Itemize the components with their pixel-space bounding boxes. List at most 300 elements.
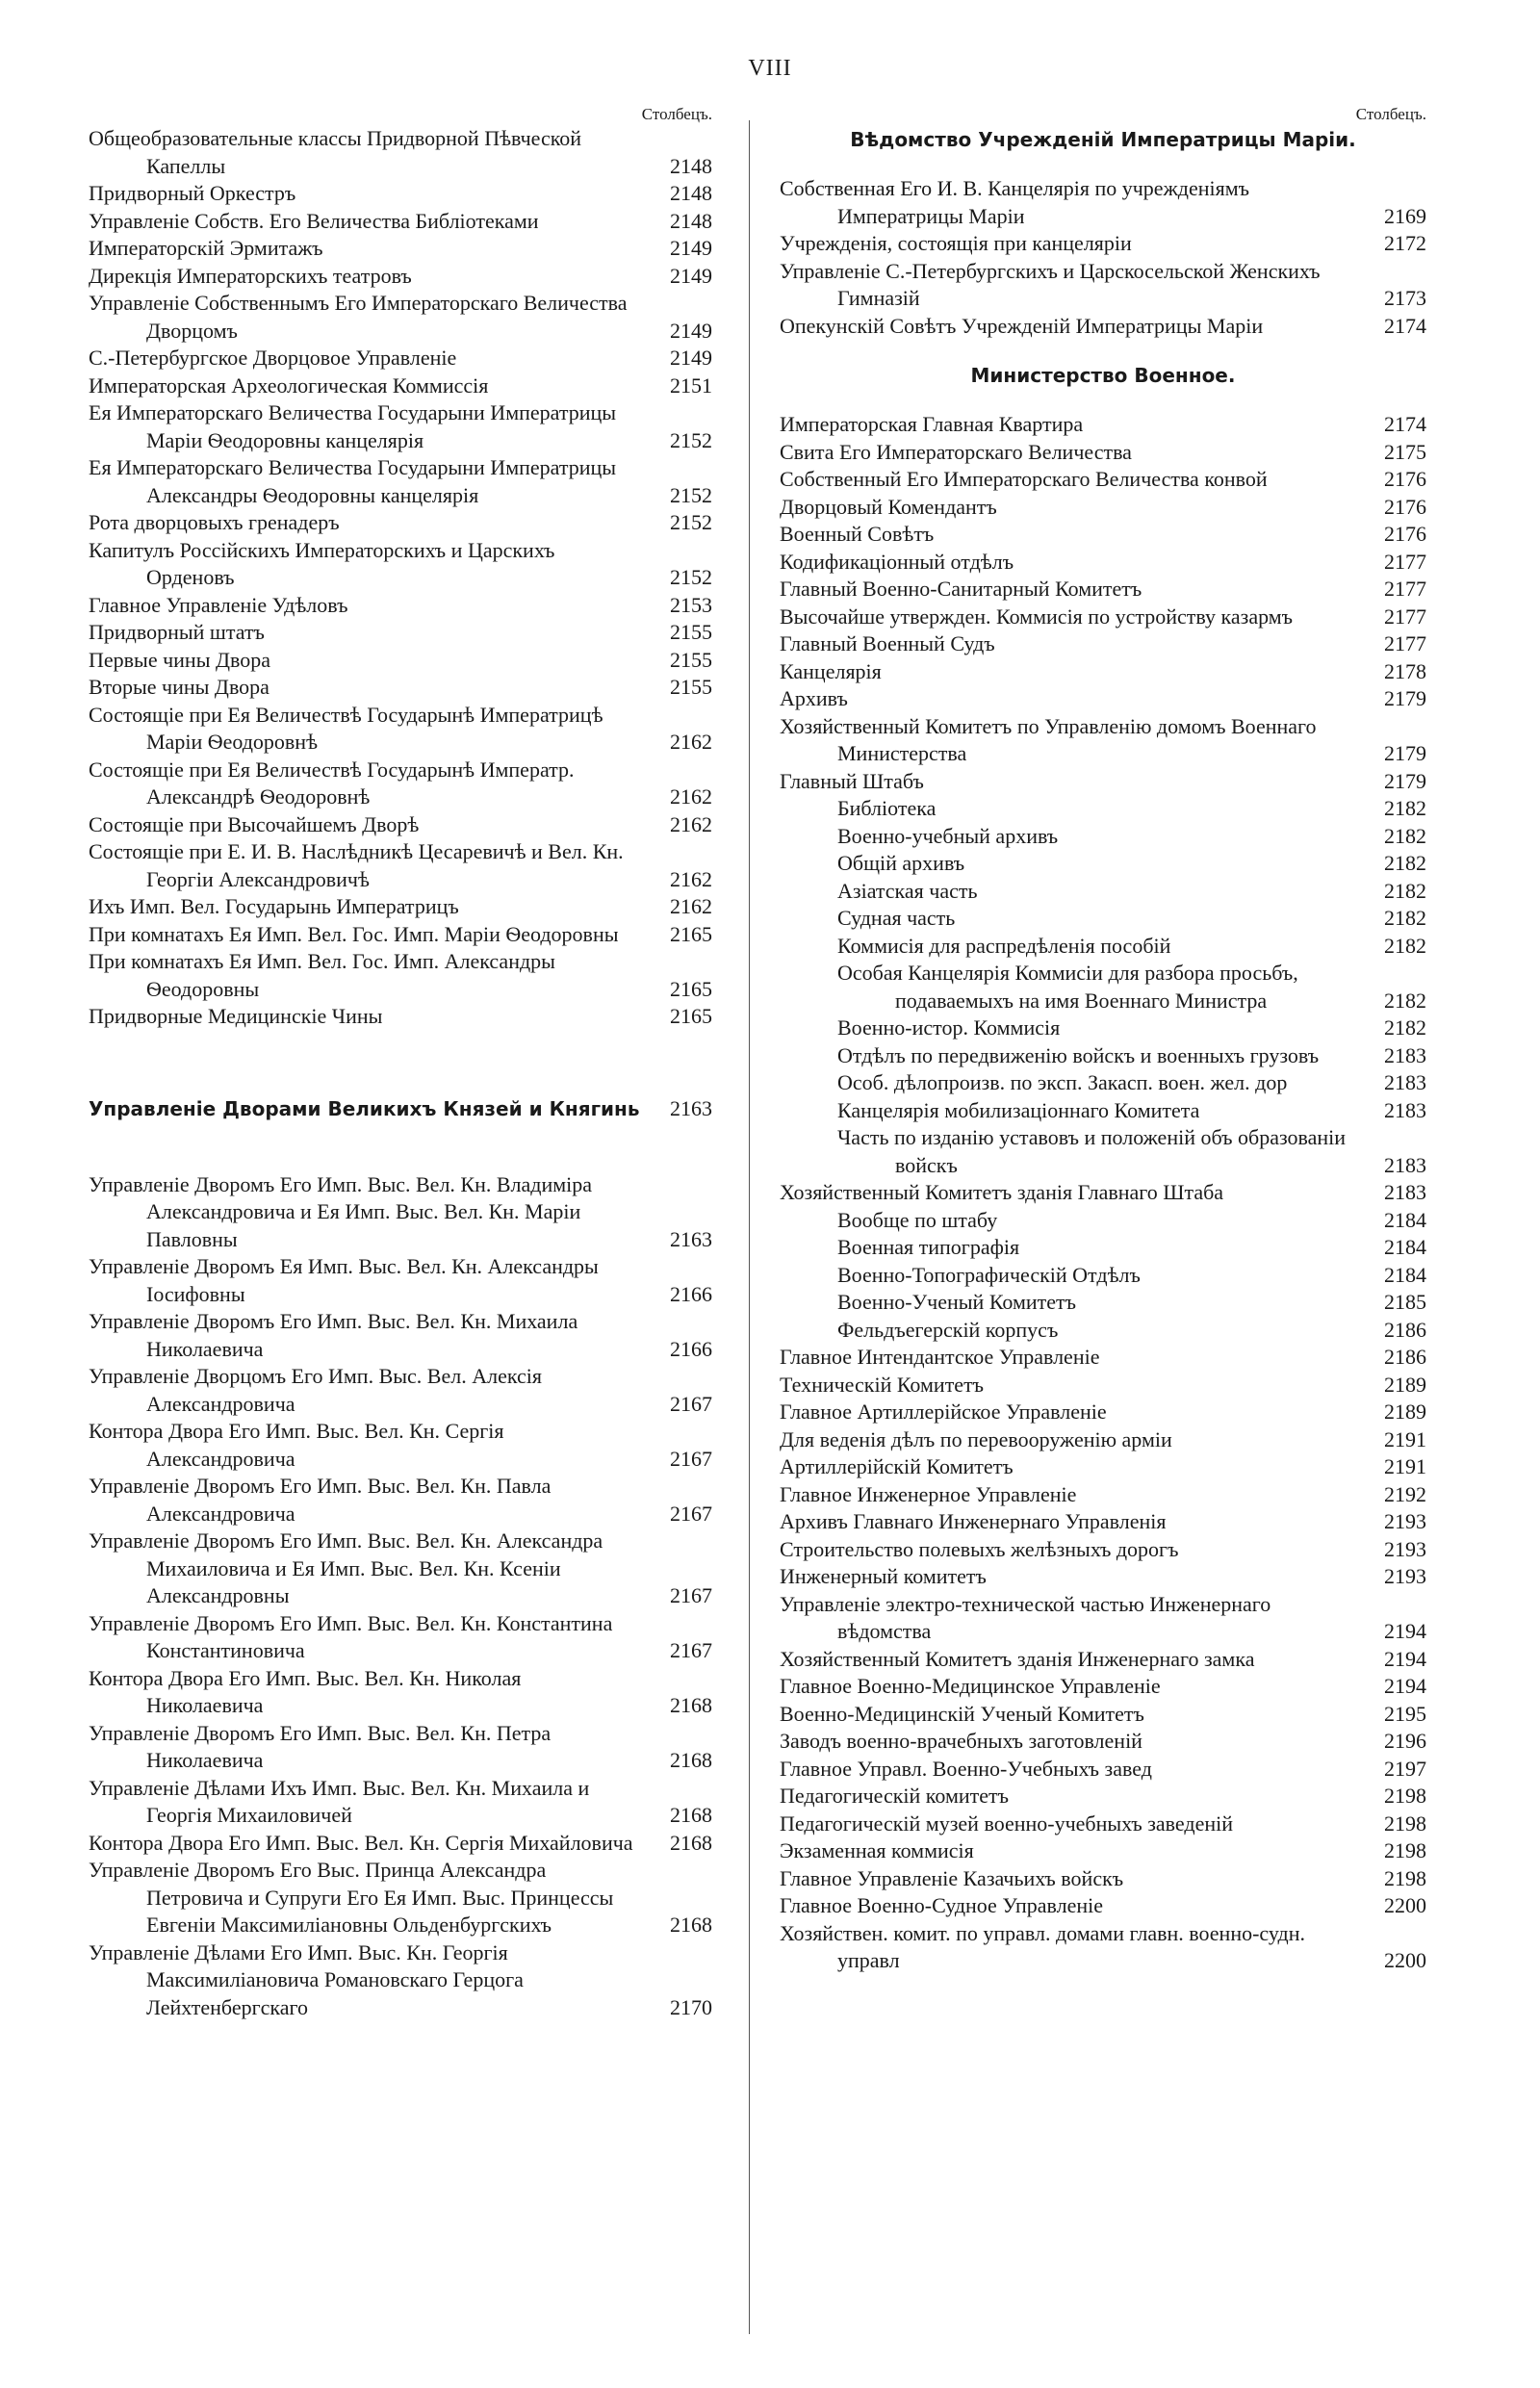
entry-column-number: 2198 — [1384, 1810, 1426, 1836]
entry-column-number: 2172 — [1384, 231, 1426, 255]
index-entry — [89, 537, 712, 592]
index-entry — [780, 1179, 1426, 1207]
entry-column-number: 2176 — [1384, 467, 1426, 491]
index-entry — [89, 1003, 712, 1031]
index-entry — [89, 454, 712, 509]
entry-column-number: 2176 — [1384, 494, 1426, 519]
entry-title: Управленіе электро-технической частью Инженернаго вѣдомства — [780, 1591, 1271, 1643]
index-entry — [89, 592, 712, 620]
entries-hq-committee — [780, 1179, 1426, 1207]
entry-column-number: 2183 — [1384, 1097, 1426, 1122]
left-column — [89, 104, 712, 2356]
index-entry — [780, 1207, 1426, 1235]
entry-title: Императорская Археологическая Коммиссія — [89, 372, 489, 398]
entry-title: Главное Военно-Судное Управленіе — [780, 1893, 1103, 1917]
entry-column-number: 2178 — [1384, 658, 1426, 683]
entries-directorates — [780, 1344, 1426, 1975]
entry-column-number: 2168 — [670, 1830, 712, 1855]
entry-column-number: 2179 — [1384, 741, 1426, 765]
entry-column-number: 2189 — [1384, 1372, 1426, 1397]
entry-column-number: 2163 — [670, 1226, 712, 1251]
entry-column-number: 2183 — [1384, 1042, 1426, 1067]
index-entry — [780, 1865, 1426, 1893]
entry-title: Главное Управленіе Казачьихъ войскъ — [780, 1865, 1124, 1890]
entry-column-number: 2182 — [1384, 878, 1426, 903]
index-entry — [780, 1892, 1426, 1920]
index-entry — [780, 1481, 1426, 1509]
entry-column-number: 2153 — [670, 592, 712, 617]
entry-title: Собственная Его И. В. Канцелярія по учрежденіямъ Императрицы Маріи — [780, 176, 1250, 228]
entry-column-number: 2177 — [1384, 549, 1426, 574]
entry-column-number: 2183 — [1384, 1070, 1426, 1094]
index-entry — [89, 345, 712, 372]
index-entry — [780, 1289, 1426, 1317]
entry-title: Управленіе Собственнымъ Его Императорскаго Величества Дворцомъ — [89, 291, 628, 343]
entry-column-number: 2152 — [670, 427, 712, 452]
entry-column-number: 2193 — [1384, 1564, 1426, 1588]
index-entry — [89, 1528, 712, 1610]
index-entry — [89, 811, 712, 839]
index-entry — [780, 494, 1426, 522]
entry-title: Контора Двора Его Имп. Выс. Вел. Кн. Сергія Александровича — [89, 1419, 504, 1471]
index-entry — [89, 372, 712, 400]
entries-war-ministry — [780, 411, 1426, 795]
entry-title: Дворцовый Комендантъ — [780, 494, 997, 519]
entry-title: Общій архивъ — [837, 851, 965, 875]
entry-column-number: 2194 — [1384, 1674, 1426, 1698]
entry-column-number: 2167 — [670, 1638, 712, 1662]
entry-column-number: 2149 — [670, 236, 712, 260]
entry-title: Управленіе Дворцомъ Его Имп. Выс. Вел. Алексія Александровича — [89, 1364, 542, 1416]
entry-title: Опекунскій Совѣтъ Учрежденій Императрицы Маріи — [780, 313, 1264, 338]
index-entry — [780, 1372, 1426, 1399]
entry-column-number: 2148 — [670, 181, 712, 205]
entry-column-number: 2149 — [670, 318, 712, 343]
entry-title: Управленіе С.-Петербургскихъ и Царскосельской Женскихъ Гимназій — [780, 258, 1321, 310]
entry-title: Высочайше утвержден. Коммисія по устройству казармъ — [780, 603, 1294, 629]
entry-column-number: 2162 — [670, 730, 712, 754]
entries-empress-maria — [780, 175, 1426, 340]
entry-title: При комнатахъ Ея Имп. Вел. Гос. Имп. Маріи Ѳеодоровны — [89, 921, 619, 946]
entry-title: Коммисія для распредѣленія пособій — [837, 933, 1171, 958]
entry-title: Управленіе Дворомъ Его Имп. Выс. Вел. Кн. Павла Александровича — [89, 1474, 552, 1526]
entry-title: Архивъ Главнаго Инженернаго Управленія — [780, 1509, 1167, 1533]
entry-title: Особ. дѣлопроизв. по эксп. Закасп. воен. жел. дор — [837, 1070, 1288, 1094]
entry-column-number: 2184 — [1384, 1235, 1426, 1259]
index-entry — [780, 1783, 1426, 1810]
entry-title: Вообще по штабу — [837, 1207, 998, 1232]
entry-column-number: 2152 — [670, 482, 712, 507]
index-entry — [89, 647, 712, 675]
index-entry — [780, 823, 1426, 851]
entry-title: Для веденія дѣлъ по перевооруженію арміи — [780, 1426, 1172, 1451]
entry-title: Управленіе Дворомъ Его Имп. Выс. Вел. Кн. Михаила Николаевича — [89, 1309, 578, 1361]
entry-title: Кодификаціонный отдѣлъ — [780, 549, 1014, 574]
section-title-empress-maria: Вѣдомство Учрежденій Императрицы Маріи. — [850, 128, 1356, 151]
index-entry — [89, 235, 712, 263]
entry-title: Заводъ военно-врачебныхъ заготовленій — [780, 1729, 1142, 1753]
entry-title: Азіатская часть — [837, 878, 978, 903]
entry-column-number: 2177 — [1384, 577, 1426, 601]
index-entry — [89, 757, 712, 811]
entry-column-number: 2155 — [670, 647, 712, 672]
entry-title: Состоящіе при Ея Величествѣ Государынѣ Императр. Александрѣ Ѳеодоровнѣ — [89, 757, 575, 809]
index-entry — [89, 1665, 712, 1720]
index-entry — [780, 685, 1426, 713]
entry-title: Контора Двора Его Имп. Выс. Вел. Кн. Николая Николаевича — [89, 1665, 522, 1717]
spacer — [780, 340, 1426, 361]
entry-column-number: 2195 — [1384, 1701, 1426, 1726]
entry-column-number: 2152 — [670, 510, 712, 534]
entries-grand-dukes — [89, 1171, 712, 2022]
entry-column-number: 2168 — [670, 1748, 712, 1772]
index-entry — [89, 1939, 712, 2022]
entry-title: Главное Управленіе Удѣловъ — [89, 592, 348, 617]
entry-title: Состоящіе при Ея Величествѣ Государынѣ Императрицѣ Маріи Ѳеодоровнѣ — [89, 702, 603, 754]
index-entry — [780, 258, 1426, 313]
index-entry — [780, 1453, 1426, 1481]
index-entry — [780, 576, 1426, 603]
index-entry — [780, 1728, 1426, 1756]
entry-column-number: 2165 — [670, 921, 712, 946]
entry-column-number: 2182 — [1384, 823, 1426, 848]
index-entry — [780, 768, 1426, 796]
entry-title: Главный Военный Судъ — [780, 631, 995, 655]
index-entry — [89, 399, 712, 454]
index-entry — [780, 1837, 1426, 1865]
entry-column-number: 2191 — [1384, 1426, 1426, 1451]
entry-title: При комнатахъ Ея Имп. Вел. Гос. Имп. Александры Ѳеодоровны — [89, 949, 555, 1001]
index-entry — [780, 1042, 1426, 1070]
entry-column-number: 2198 — [1384, 1838, 1426, 1862]
entry-column-number: 2193 — [1384, 1536, 1426, 1561]
entry-title: Строительство полевыхъ желѣзныхъ дорогъ — [780, 1536, 1179, 1561]
spacer — [89, 1123, 712, 1171]
entry-title: Судная часть — [837, 906, 956, 930]
index-entry — [780, 1920, 1426, 1975]
index-entry — [89, 1308, 712, 1363]
entry-column-number: 2155 — [670, 675, 712, 699]
entry-column-number: 2189 — [1384, 1399, 1426, 1424]
spacer — [780, 154, 1426, 175]
entry-title: Военно-истор. Коммисія — [837, 1015, 1061, 1040]
index-entry — [780, 603, 1426, 631]
entry-title: Придворный Оркестръ — [89, 181, 296, 205]
entry-title: Управленіе Дѣлами Ихъ Имп. Выс. Вел. Кн. Михаила и Георгія Михаиловичей — [89, 1775, 590, 1827]
entry-column-number: 2149 — [670, 346, 712, 370]
entry-column-number: 2167 — [670, 1446, 712, 1471]
entry-column-number: 2167 — [670, 1583, 712, 1607]
entry-title: Состоящіе при Высочайшемъ Дворѣ — [89, 811, 420, 836]
entry-title: Главное Артиллерійское Управленіе — [780, 1399, 1107, 1424]
entry-column-number: 2182 — [1384, 933, 1426, 958]
entry-column-number: 2177 — [1384, 631, 1426, 655]
entry-column-number: 2184 — [1384, 1262, 1426, 1287]
entry-title: Управленіе Дворомъ Его Имп. Выс. Вел. Кн. Константина Константиновича — [89, 1610, 613, 1662]
index-entry — [780, 549, 1426, 577]
right-column — [780, 104, 1426, 2356]
entry-column-number: 2167 — [670, 1391, 712, 1416]
entry-column-number: 2162 — [670, 866, 712, 891]
entry-column-number: 2193 — [1384, 1509, 1426, 1533]
index-entry — [780, 1701, 1426, 1729]
entry-title: Хозяйственный Комитетъ зданія Главнаго Штаба — [780, 1180, 1224, 1204]
entry-column-number: 2162 — [670, 894, 712, 918]
entry-column-number: 2185 — [1384, 1290, 1426, 1314]
index-entry — [89, 948, 712, 1003]
index-entry — [89, 921, 712, 949]
index-entry — [89, 674, 712, 702]
entry-column-number: 2198 — [1384, 1784, 1426, 1808]
index-entry — [780, 1810, 1426, 1838]
entry-title: Главное Управл. Военно-Учебныхъ завед — [780, 1756, 1152, 1781]
entry-title: Канцелярія мобилизаціоннаго Комитета — [837, 1097, 1200, 1122]
index-entry — [89, 125, 712, 180]
column-header-right: Столбецъ. — [1355, 105, 1426, 123]
entry-title: Особая Канцелярія Коммисіи для разбора просьбъ, подаваемыхъ на имя Военнаго Министра — [837, 961, 1298, 1013]
entry-title: Ихъ Имп. Вел. Государынь Императрицъ — [89, 894, 459, 918]
entry-title: Ея Императорскаго Величества Государыни Императрицы Маріи Ѳеодоровны канцелярія — [89, 400, 617, 452]
index-entry — [780, 313, 1426, 341]
entry-title: Контора Двора Его Имп. Выс. Вел. Кн. Сергія Михайловича — [89, 1830, 633, 1855]
entry-column-number: 2166 — [670, 1281, 712, 1306]
entry-title: Хозяйственный Комитетъ зданія Инженернаго замка — [780, 1646, 1255, 1671]
index-entry — [89, 180, 712, 208]
entry-title: Управленіе Дворомъ Его Выс. Принца Александра Петровича и Супруги Его Ея Имп. Выс. Принцессы Евгеніи Максимиліановны Ольденбургскихъ — [89, 1858, 614, 1937]
entry-column-number: 2182 — [1384, 1015, 1426, 1040]
index-entry — [780, 1591, 1426, 1646]
index-entry — [89, 263, 712, 291]
entry-column-number: 2175 — [1384, 439, 1426, 464]
entry-title: Капитулъ Россійскихъ Императорскихъ и Царскихъ Орденовъ — [89, 537, 555, 589]
section-title-grand-dukes — [89, 1094, 712, 1123]
entry-column-number: 2196 — [1384, 1729, 1426, 1753]
entry-title: Главный Штабъ — [780, 768, 924, 793]
entries-court — [89, 125, 712, 1031]
entry-title: Управленіе Дѣлами Его Имп. Выс. Кн. Георгія Максимиліановича Романовскаго Герцога Лейхтенбергскаго — [89, 1939, 524, 2019]
index-entry — [89, 208, 712, 236]
entry-title: Ея Императорскаго Величества Государыни Императрицы Александры Ѳеодоровны канцелярія — [89, 455, 617, 507]
entry-column-number: 2192 — [1384, 1481, 1426, 1506]
index-entry — [89, 1610, 712, 1665]
entry-column-number: 2149 — [670, 263, 712, 288]
entry-column-number: 2182 — [1384, 851, 1426, 875]
index-entry — [89, 1418, 712, 1473]
entry-column-number: 2174 — [1384, 313, 1426, 338]
entry-column-number: 2152 — [670, 565, 712, 589]
index-entry — [89, 509, 712, 537]
entry-column-number: 2183 — [1384, 1152, 1426, 1177]
index-entry — [780, 1399, 1426, 1426]
entry-title: Архивъ — [780, 686, 848, 710]
index-entry — [780, 1426, 1426, 1454]
index-entry — [780, 1014, 1426, 1042]
entry-column-number: 2182 — [1384, 988, 1426, 1013]
index-entry — [89, 1775, 712, 1830]
index-entry — [89, 1720, 712, 1775]
index-entry — [89, 619, 712, 647]
page-number: VIII — [748, 56, 792, 81]
entry-title: Часть по изданію уставовъ и положеній объ образованіи войскъ — [837, 1125, 1347, 1177]
entry-title: Придворный штатъ — [89, 620, 265, 644]
entry-column-number: 2182 — [1384, 796, 1426, 820]
entry-column-number: 2194 — [1384, 1646, 1426, 1671]
spacer — [89, 1031, 712, 1094]
entry-column-number: 2182 — [1384, 906, 1426, 930]
index-entry — [780, 1262, 1426, 1290]
index-entry — [780, 1508, 1426, 1536]
entry-column-number: 2186 — [1384, 1317, 1426, 1342]
index-entry — [780, 878, 1426, 906]
index-entry — [780, 1097, 1426, 1125]
entry-title: Военно-Топографическій Отдѣлъ — [837, 1262, 1141, 1287]
index-entry — [780, 960, 1426, 1014]
index-entry — [780, 850, 1426, 878]
entry-title: Канцелярія — [780, 658, 882, 683]
entry-title: Артиллерійскій Комитетъ — [780, 1454, 1014, 1478]
entry-column-number: 2155 — [670, 620, 712, 644]
index-entry — [89, 290, 712, 345]
entry-column-number: 2151 — [670, 372, 712, 398]
index-entry — [780, 1673, 1426, 1701]
index-entry — [89, 1830, 712, 1858]
entry-title: Военно-Медицинскій Ученый Комитетъ — [780, 1701, 1144, 1726]
entry-title: Управленіе Дворомъ Его Имп. Выс. Вел. Кн. Петра Николаевича — [89, 1720, 552, 1772]
entry-title: Свита Его Императорскаго Величества — [780, 439, 1132, 464]
index-entry — [780, 1536, 1426, 1564]
entry-column-number: 2170 — [670, 1994, 712, 2019]
entry-title: Первые чины Двора — [89, 647, 270, 672]
entry-title: Императорскій Эрмитажъ — [89, 236, 323, 260]
index-entry — [89, 893, 712, 921]
index-entry — [89, 1473, 712, 1528]
entry-column-number: 2183 — [1384, 1180, 1426, 1204]
entry-title: Главное Инженерное Управленіе — [780, 1481, 1077, 1506]
section-title-text: Управленіе Дворами Великихъ Князей и Княгинь — [89, 1096, 640, 1120]
column-header-left: Столбецъ. — [641, 105, 712, 123]
entry-title: Управленіе Дворомъ Его Имп. Выс. Вел. Кн. Владиміра Александровича и Ея Имп. Выс. Вел. Кн. Маріи Павловны — [89, 1171, 593, 1251]
entry-column-number: 2165 — [670, 976, 712, 1001]
entry-title: Состоящіе при Е. И. В. Наслѣдникѣ Цесаревичѣ и Вел. Кн. Георгіи Александровичѣ — [89, 839, 624, 891]
entry-column-number: 2169 — [1384, 203, 1426, 228]
entry-column-number: 2168 — [670, 1693, 712, 1717]
entry-column-number: 2168 — [670, 1913, 712, 1937]
entry-title: Хозяйствен. комит. по управл. домами главн. военно-судн. управл — [780, 1920, 1305, 1972]
entry-title: Императорская Главная Квартира — [780, 412, 1084, 436]
index-entry — [780, 1234, 1426, 1262]
index-entry — [780, 713, 1426, 768]
entry-column-number: 2176 — [1384, 522, 1426, 546]
entry-title: Техническій Комитетъ — [780, 1372, 985, 1397]
entry-title: Инженерный комитетъ — [780, 1564, 987, 1588]
index-entry — [780, 658, 1426, 686]
entry-title: Общеобразовательные классы Придворной Пѣвческой Капеллы — [89, 126, 582, 178]
index-entry — [89, 838, 712, 893]
entry-title: Управленіе Собств. Его Величества Библіотеками — [89, 208, 539, 233]
entry-title: Военно-учебный архивъ — [837, 823, 1059, 848]
entry-column-number: 2173 — [1384, 286, 1426, 310]
entry-title: Главный Военно-Санитарный Комитетъ — [780, 577, 1142, 601]
entry-title: Экзаменная коммисія — [780, 1838, 974, 1862]
entry-title: Военная типографія — [837, 1235, 1020, 1259]
entry-title: Педагогическій комитетъ — [780, 1784, 1010, 1808]
entry-column-number: 2148 — [670, 153, 712, 178]
entry-column-number: 2148 — [670, 208, 712, 233]
entry-column-number: 2165 — [670, 1004, 712, 1028]
entry-title: Педагогическій музей военно-учебныхъ заведеній — [780, 1810, 1234, 1836]
entry-title: Фельдъегерскій корпусъ — [837, 1317, 1059, 1342]
entry-title: Хозяйственный Комитетъ по Управленію домомъ Военнаго Министерства — [780, 713, 1317, 765]
index-entry — [780, 1646, 1426, 1674]
column-divider — [749, 120, 750, 2334]
entries-general-staff — [780, 795, 1426, 1179]
entry-column-number: 2200 — [1384, 1948, 1426, 1972]
entry-title: Военно-Ученый Комитетъ — [837, 1290, 1077, 1314]
entry-column-number: 2186 — [1384, 1345, 1426, 1369]
index-entry — [780, 1756, 1426, 1784]
entry-title: Дирекція Императорскихъ театровъ — [89, 263, 412, 288]
section-title-number: 2163 — [670, 1095, 712, 1120]
entry-title: С.-Петербургское Дворцовое Управленіе — [89, 346, 457, 370]
entry-title: Главное Интендантское Управленіе — [780, 1345, 1100, 1369]
entry-title: Управленіе Дворомъ Его Имп. Выс. Вел. Кн. Александра Михаиловича и Ея Имп. Выс. Вел. Кн. Ксеніи Александровны — [89, 1528, 603, 1607]
index-entry — [89, 702, 712, 757]
index-entry — [780, 439, 1426, 467]
entry-title: Учрежденія, состоящія при канцеляріи — [780, 231, 1132, 255]
index-entry — [780, 795, 1426, 823]
index-entry — [780, 230, 1426, 258]
index-entry — [780, 466, 1426, 494]
index-entry — [780, 175, 1426, 230]
entry-column-number: 2167 — [670, 1501, 712, 1526]
index-entry — [89, 1253, 712, 1308]
index-entry — [89, 1363, 712, 1418]
index-entry — [780, 933, 1426, 961]
entry-title: Военный Совѣтъ — [780, 522, 935, 546]
entry-column-number: 2168 — [670, 1803, 712, 1827]
index-entry — [780, 521, 1426, 549]
entry-title: Управленіе Дворомъ Ея Имп. Выс. Вел. Кн. Александры Іосифовны — [89, 1254, 599, 1306]
index-entry — [780, 905, 1426, 933]
entry-column-number: 2191 — [1384, 1454, 1426, 1478]
entry-title: Отдѣлъ по передвиженію войскъ и военныхъ грузовъ — [837, 1042, 1320, 1067]
entry-column-number: 2179 — [1384, 686, 1426, 710]
index-entry — [89, 1171, 712, 1254]
entry-column-number: 2179 — [1384, 768, 1426, 793]
index-entry — [780, 1069, 1426, 1097]
index-entry — [780, 1124, 1426, 1179]
entry-title: Рота дворцовыхъ гренадеръ — [89, 510, 340, 534]
entry-column-number: 2162 — [670, 784, 712, 809]
index-entry — [780, 630, 1426, 658]
entry-column-number: 2166 — [670, 1336, 712, 1361]
entry-column-number: 2200 — [1384, 1893, 1426, 1917]
index-entry — [780, 411, 1426, 439]
entry-column-number: 2197 — [1384, 1756, 1426, 1781]
entry-column-number: 2198 — [1384, 1865, 1426, 1890]
entries-general-staff-2 — [780, 1207, 1426, 1345]
index-entry — [780, 1344, 1426, 1372]
entry-column-number: 2194 — [1384, 1619, 1426, 1643]
index-entry — [89, 1857, 712, 1939]
entry-title: Вторые чины Двора — [89, 675, 270, 699]
entry-column-number: 2177 — [1384, 603, 1426, 629]
entry-title: Главное Военно-Медицинское Управленіе — [780, 1674, 1161, 1698]
entry-column-number: 2162 — [670, 811, 712, 836]
index-entry — [780, 1317, 1426, 1345]
section-title-war-ministry: Министерство Военное. — [970, 364, 1236, 387]
entry-title: Библіотека — [837, 796, 937, 820]
